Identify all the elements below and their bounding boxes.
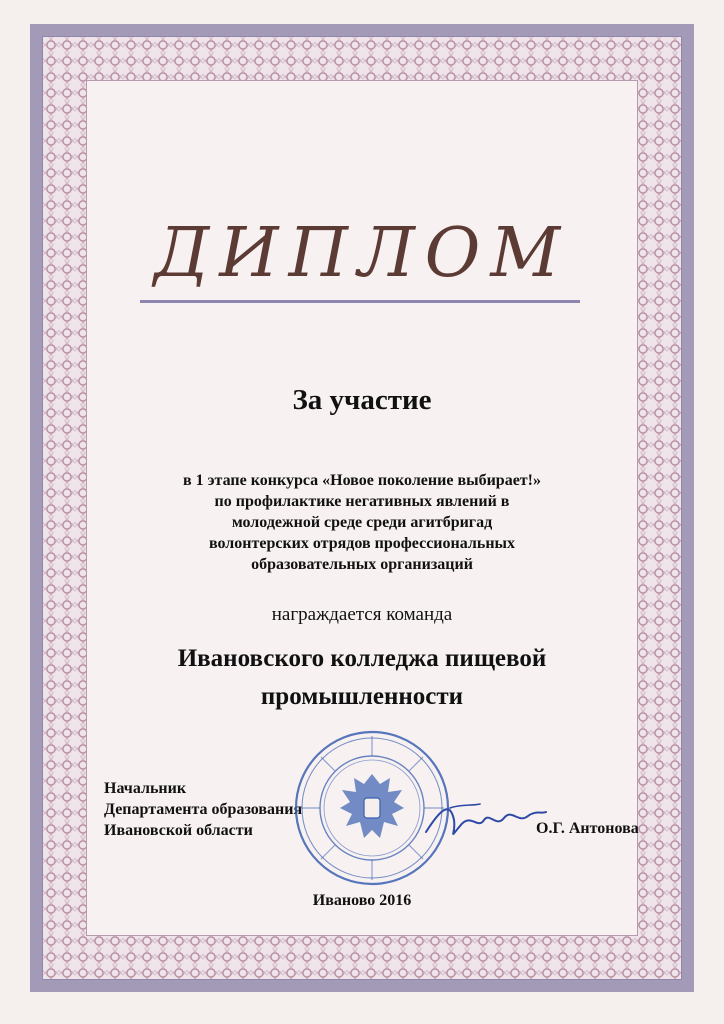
subtitle: За участие	[292, 384, 432, 416]
signer-title-line: Начальник	[104, 780, 187, 797]
signer-title-line: Ивановской области	[104, 822, 253, 839]
awarded-text: награждается команда	[271, 604, 453, 625]
description-line: волонтерских отрядов профессиональных	[208, 535, 516, 552]
team-name-line: Ивановского колледжа пищевой	[177, 645, 547, 672]
title-underline	[140, 300, 580, 303]
team-name	[0, 640, 724, 716]
signer-title-line: Департамента образования	[104, 801, 303, 818]
city-year: Иваново 2016	[312, 892, 412, 909]
description-line: образовательных организаций	[251, 556, 473, 573]
description-line: в 1 этапе конкурса «Новое поколение выбирает!»	[183, 472, 541, 489]
handwritten-signature-icon	[420, 790, 550, 850]
signer-name: О.Г. Антонова	[536, 820, 639, 837]
team-name-line: промышленности	[260, 683, 464, 710]
diploma-title: ДИПЛОМ	[153, 214, 570, 293]
description-line: молодежной среде среди агитбригад	[231, 514, 493, 531]
signer-title	[104, 778, 302, 841]
description-line: по профилактике негативных явлений в	[214, 493, 510, 510]
description	[0, 470, 724, 575]
